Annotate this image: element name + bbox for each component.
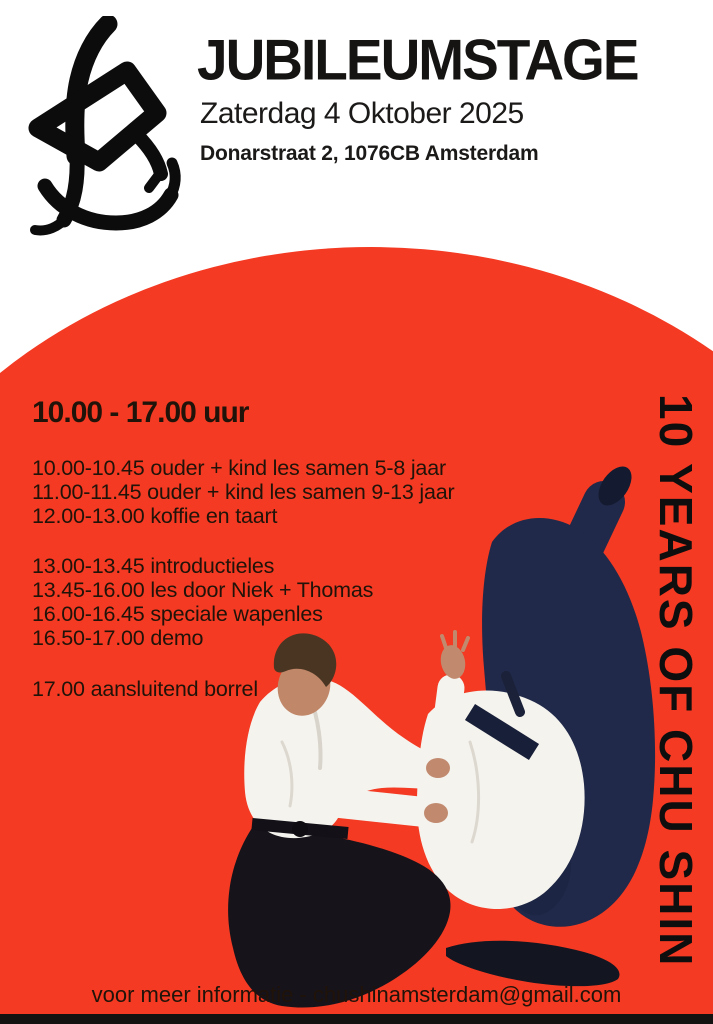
bottom-bar [0,1014,713,1024]
event-address: Donarstraat 2, 1076CB Amsterdam [200,142,539,165]
schedule-line: 17.00 aansluitend borrel [32,677,258,701]
schedule-line: 12.00-13.00 koffie en taart [32,504,278,528]
schedule-line: 11.00-11.45 ouder + kind les samen 9-13 jaar [32,480,455,504]
footer-info: voor meer informatie - chushinamsterdam@gmail.com [91,982,622,1007]
schedule-line: 10.00-10.45 ouder + kind les samen 5-8 jaar [32,456,446,480]
page-title: JUBILEUMSTAGE [197,27,638,93]
event-date: Zaterdag 4 Oktober 2025 [200,97,524,130]
schedule-line: 13.00-13.45 introductieles [32,554,275,578]
vertical-banner: 10 YEARS OF CHU SHIN [650,394,702,968]
schedule-heading: 10.00 - 17.00 uur [32,396,249,429]
schedule-line: 16.00-16.45 speciale wapenles [32,602,323,626]
schedule-line: 13.45-16.00 les door Niek + Thomas [32,578,374,602]
thrower-figure [228,633,460,1007]
schedule-line: 16.50-17.00 demo [32,626,204,650]
